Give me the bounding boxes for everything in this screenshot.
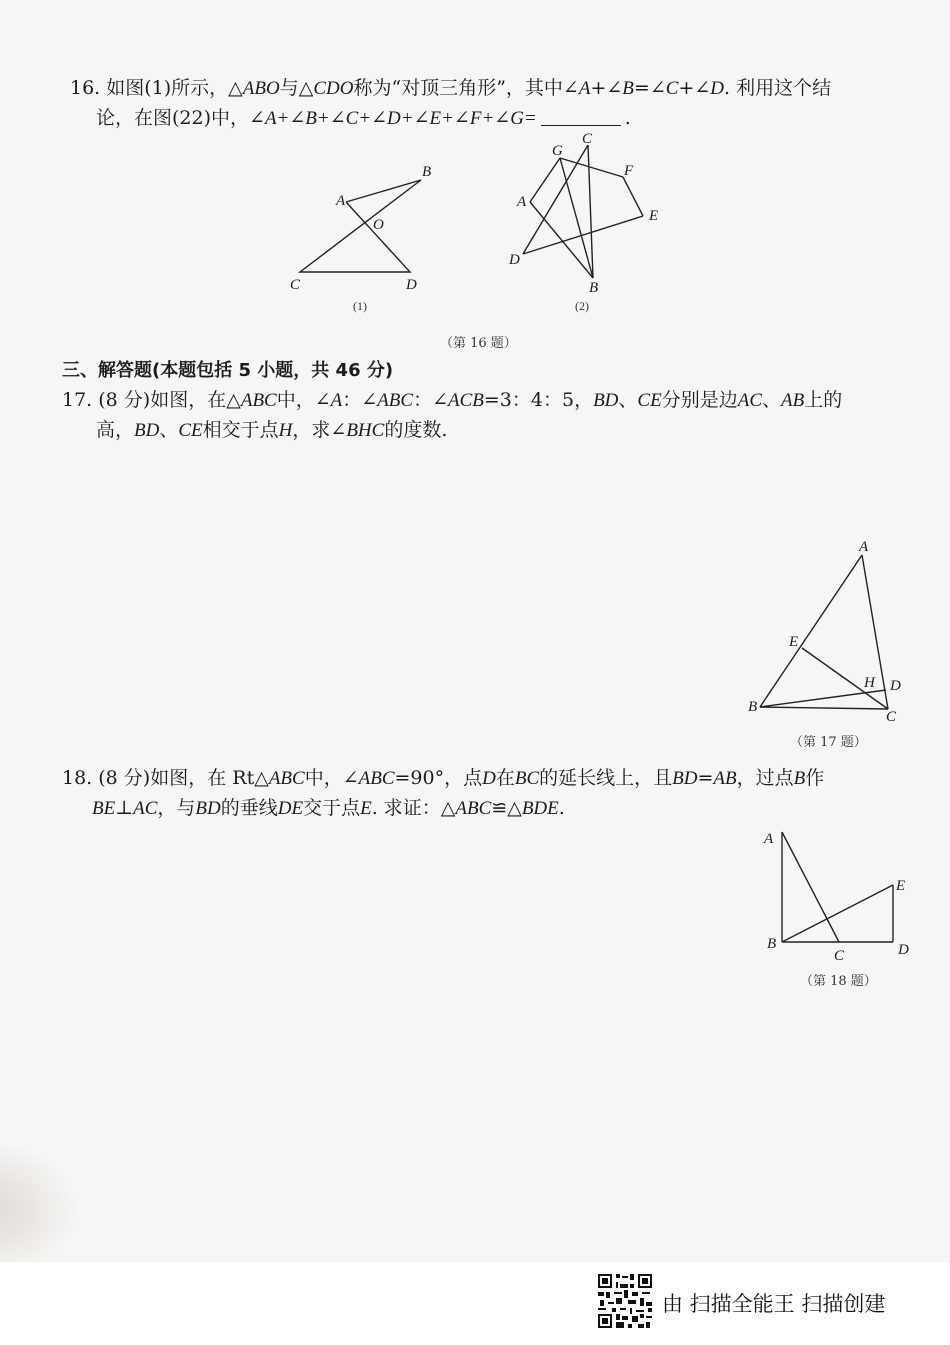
scanner-footer <box>596 1272 936 1332</box>
q16-fig2-label-g: G <box>552 143 563 159</box>
q16-line2: 论，在图(22)中，∠A+∠B+∠C+∠D+∠E+∠F+∠G= . <box>96 107 631 129</box>
q16-fig2-label-b: B <box>589 280 599 296</box>
q18-line2: BE⊥AC，与BD的垂线DE交于点E. 求证：△ABC≌△BDE. <box>92 797 565 819</box>
q16-fig2-caption: (2) <box>575 299 589 313</box>
q17-number: 17. <box>62 389 93 411</box>
q18-figure <box>755 822 925 970</box>
q16-fig1-caption: (1) <box>353 299 367 313</box>
q18-label-d: D <box>898 942 909 958</box>
scanner-footer-text: 由 扫描全能王 扫描创建 <box>662 1292 886 1316</box>
q17-label-b: B <box>748 699 758 715</box>
q17-line2: 高，BD、CE相交于点H，求∠BHC的度数. <box>96 419 448 441</box>
q17-caption: （第 17 题） <box>790 735 867 750</box>
q17-label-e: E <box>789 634 799 650</box>
answer-blank[interactable] <box>541 107 621 126</box>
q17-label-a: A <box>859 539 869 555</box>
q17-label-d: D <box>890 678 901 694</box>
qr-code-icon <box>596 1272 654 1330</box>
q16-fig2-label-a: A <box>517 194 527 210</box>
q16-fig1-label-c: C <box>290 277 301 293</box>
q18-line1: 18. (8 分)如图，在 Rt△ABC中，∠ABC=90°，点D在BC的延长线上，且BD=AB，过点B作 <box>62 767 825 789</box>
q16-number: 16. <box>70 77 101 99</box>
q16-figure-2 <box>500 130 680 315</box>
q16-fig1-label-b: B <box>422 164 432 180</box>
q16-caption: （第 16 题） <box>440 336 517 351</box>
scan-shadow <box>0 1140 80 1280</box>
q17-label-h: H <box>864 675 875 691</box>
q18-label-b: B <box>767 936 777 952</box>
q17-label-c: C <box>886 709 897 725</box>
q16-fig2-label-d: D <box>509 252 520 268</box>
q16-fig1-lines <box>300 180 421 272</box>
q16-fig2-label-f: F <box>624 163 634 179</box>
q16-fig2-label-e: E <box>649 208 659 224</box>
q18-number: 18. <box>62 767 93 789</box>
q18-label-e: E <box>896 878 906 894</box>
q16-line1: 16. 如图(1)所示，△ABO与△CDO称为“对顶三角形”，其中∠A+∠B=∠C+∠D. 利用这个结 <box>70 77 832 99</box>
section-3-heading: 三、解答题(本题包括 5 小题，共 46 分) <box>62 360 394 381</box>
q16-fig2-label-c: C <box>582 131 593 147</box>
q16-fig1-label-d: D <box>406 277 417 293</box>
q18-label-c: C <box>834 948 845 964</box>
q16-fig1-label-a: A <box>336 193 346 209</box>
q17-figure <box>740 535 920 730</box>
q18-caption: （第 18 题） <box>800 974 877 989</box>
q18-label-a: A <box>764 831 774 847</box>
q17-line1: 17. (8 分)如图，在△ABC中，∠A：∠ABC：∠ACB=3：4：5，BD、CE分别是边AC、AB上的 <box>62 389 843 411</box>
q16-figure-1 <box>280 155 450 315</box>
q16-fig1-label-o: O <box>373 217 384 233</box>
